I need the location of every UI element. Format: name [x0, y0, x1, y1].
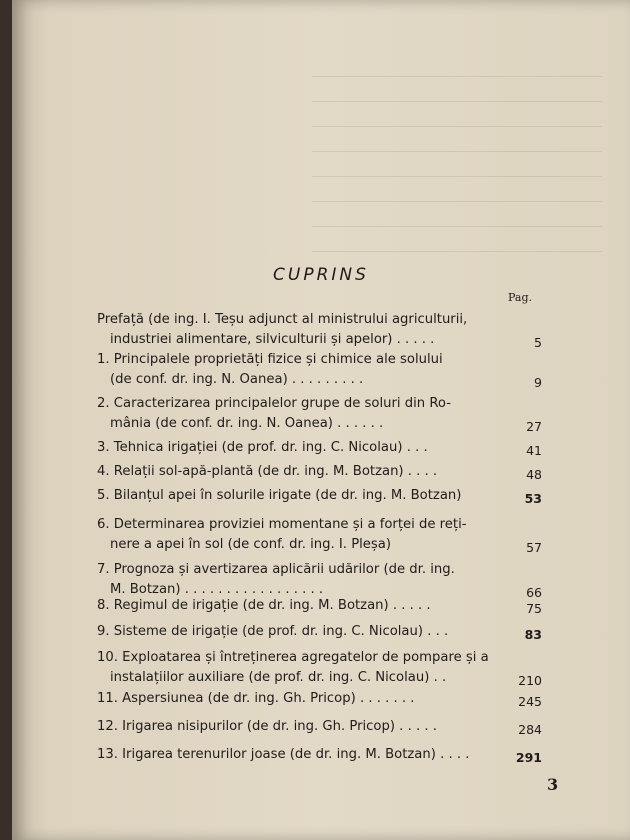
toc-entry-line: 8. Regimul de irigație (de dr. ing. M. Botzan) . . . . .: [97, 598, 431, 613]
toc-entry-line: M. Botzan) . . . . . . . . . . . . . . . . .: [110, 582, 324, 597]
toc-entry-line: 3. Tehnica irigației (de prof. dr. ing. C. Nicolau) . . .: [97, 440, 428, 455]
toc-entry-line: 7. Prognoza și avertizarea aplicării udărilor (de dr. ing.: [97, 562, 455, 577]
toc-entry-page: 9: [534, 375, 542, 390]
toc-entry-line: 5. Bilanțul apei în solurile irigate (de dr. ing. M. Botzan): [97, 488, 462, 503]
toc-entry-line: 11. Aspersiunea (de dr. ing. Gh. Pricop) . . . . . . .: [97, 691, 415, 706]
toc-entry-page: 245: [518, 694, 542, 709]
toc-entry-line: 10. Exploatarea și întreținerea agregatelor de pompare și a: [97, 650, 489, 665]
toc-entry-line: 1. Principalele proprietăți fizice și chimice ale solului: [97, 352, 443, 367]
toc-entry-page: 66: [526, 585, 542, 600]
toc-entry-line: (de conf. dr. ing. N. Oanea) . . . . . . . . .: [110, 372, 364, 387]
toc-entry-2: [97, 394, 542, 434]
toc-entry-line: 6. Determinarea proviziei momentane și a forței de reți-: [97, 517, 467, 532]
page-number: 3: [547, 775, 559, 794]
book-page: [12, 0, 630, 840]
toc-entry-page: 75: [526, 601, 542, 616]
toc-entry-1: [97, 350, 542, 390]
toc-entry-line: 9. Sisteme de irigație (de prof. dr. ing. C. Nicolau) . . .: [97, 624, 449, 639]
toc-entry-13: [97, 745, 542, 765]
toc-entry-11: [97, 689, 542, 709]
bleed-through-text: [312, 60, 602, 260]
toc-entry-4: [97, 462, 542, 482]
toc-entry-line: nere a apei în sol (de conf. dr. ing. I. Pleșa): [110, 537, 392, 552]
toc-entry-page: 41: [526, 443, 542, 458]
toc-entry-7: [97, 560, 542, 600]
toc-entry-line: 12. Irigarea nisipurilor (de dr. ing. Gh. Pricop) . . . . .: [97, 719, 437, 734]
toc-entry-page: 5: [534, 335, 542, 350]
toc-entry-page: 83: [524, 627, 542, 642]
toc-entry-page: 210: [518, 673, 542, 688]
page-column-label: Pag.: [508, 291, 533, 304]
toc-entry-8: [97, 596, 542, 616]
toc-entry-page: 27: [526, 419, 542, 434]
toc-entry-page: 48: [526, 467, 542, 482]
toc-entry-line: mânia (de conf. dr. ing. N. Oanea) . . . . . .: [110, 416, 384, 431]
toc-entry-line: industriei alimentare, silviculturii și apelor) . . . . .: [110, 332, 435, 347]
toc-entry-page: 284: [518, 722, 542, 737]
toc-entry-6: [97, 515, 542, 555]
toc-entry-3: [97, 438, 542, 458]
toc-entry-12: [97, 717, 542, 737]
toc-entry-line: 13. Irigarea terenurilor joase (de dr. ing. M. Botzan) . . . .: [97, 747, 470, 762]
toc-entry-5: [97, 486, 542, 506]
toc-entry-10: [97, 648, 542, 688]
toc-entry-page: 291: [515, 750, 542, 765]
toc-entry-9: [97, 622, 542, 642]
toc-entry-line: 4. Relații sol-apă-plantă (de dr. ing. M. Botzan) . . . .: [97, 464, 438, 479]
toc-entry-line: 2. Caracterizarea principalelor grupe de soluri din Ro-: [97, 396, 451, 411]
toc-entry-line: Prefață (de ing. I. Teșu adjunct al ministrului agriculturii,: [97, 312, 468, 327]
toc-entry-preface: [97, 310, 542, 350]
toc-entry-page: 57: [526, 540, 542, 555]
toc-entry-page: 53: [524, 491, 542, 506]
toc-entry-line: instalațiilor auxiliare (de prof. dr. ing. C. Nicolau) . .: [110, 670, 447, 685]
page-title: CUPRINS: [273, 265, 369, 285]
